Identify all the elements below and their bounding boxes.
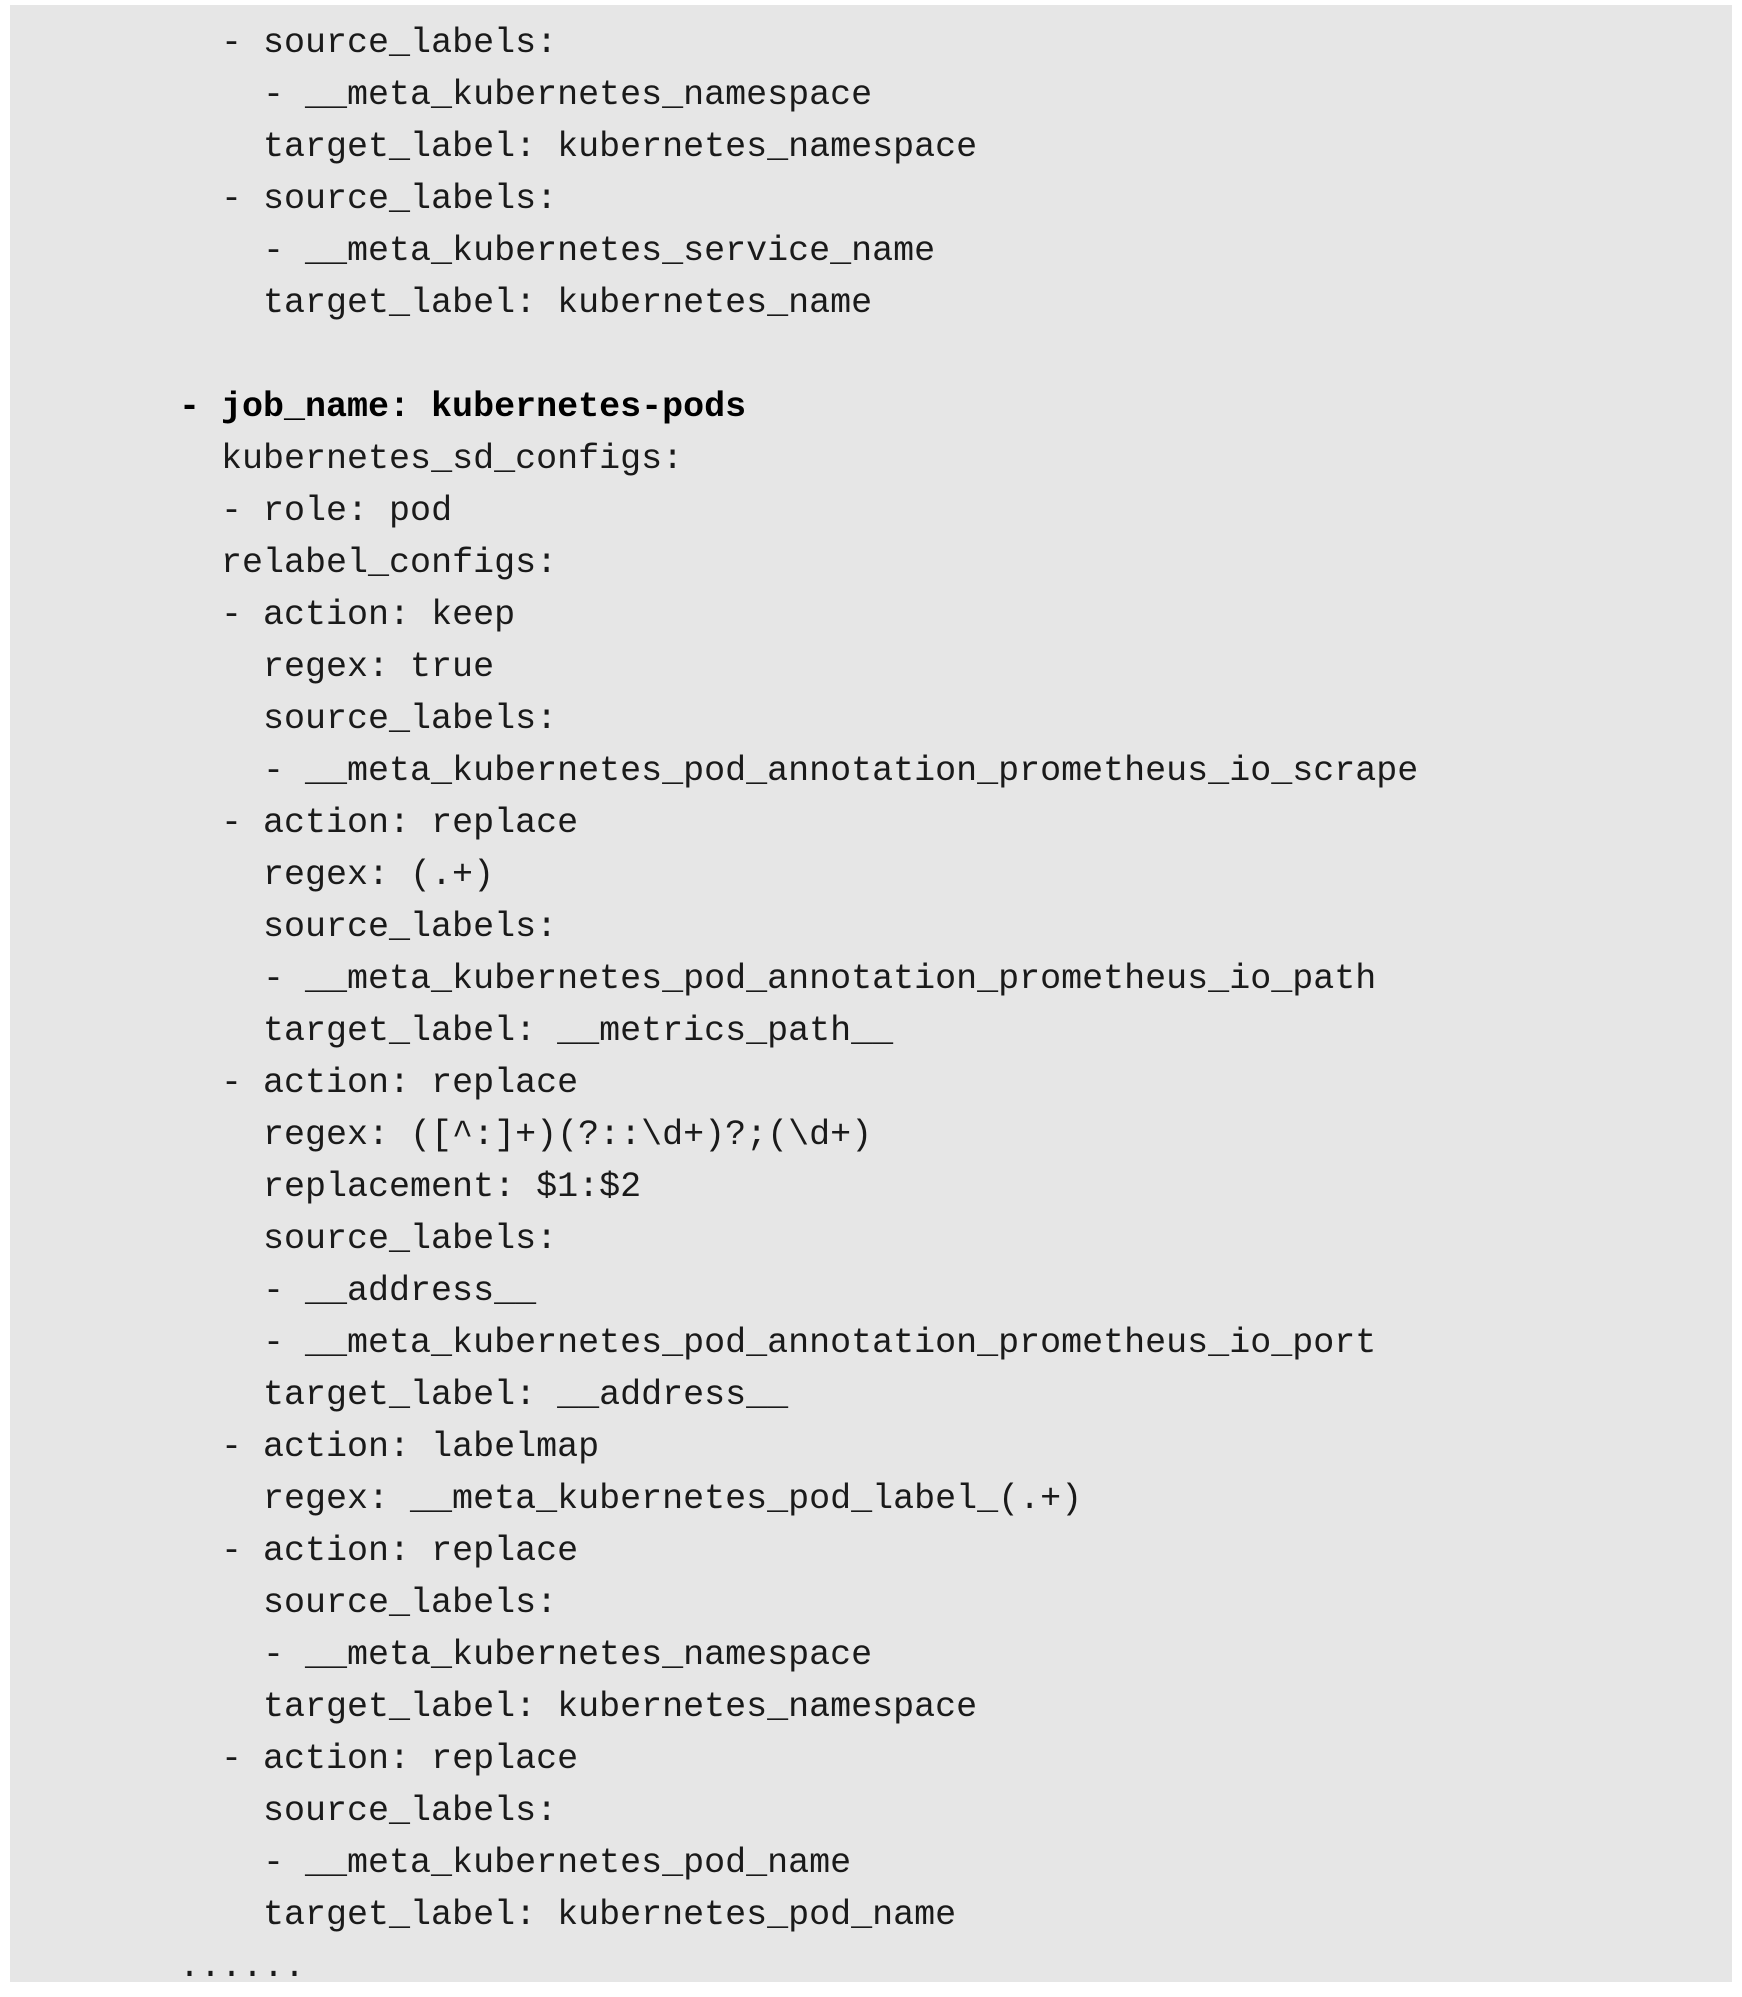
code-line: regex: ([^:]+)(?::\d+)?;(\d+): [263, 1115, 873, 1155]
code-line: - action: keep: [221, 595, 516, 635]
code-line: target_label: kubernetes_namespace: [263, 127, 978, 167]
code-line: source_labels:: [263, 1219, 558, 1259]
code-line: regex: __meta_kubernetes_pod_label_(.+): [263, 1479, 1083, 1519]
code-line: - action: replace: [221, 1531, 579, 1571]
code-line: - source_labels:: [221, 23, 558, 63]
code-line: - __meta_kubernetes_service_name: [263, 231, 936, 271]
code-line: source_labels:: [263, 907, 558, 947]
code-line: - __meta_kubernetes_pod_annotation_prometheus_io_path: [263, 959, 1377, 999]
code-line: ......: [179, 1947, 306, 1987]
code-line: kubernetes_sd_configs:: [221, 439, 684, 479]
code-line: relabel_configs:: [221, 543, 558, 583]
code-line: - action: replace: [221, 1739, 579, 1779]
code-line: - action: replace: [221, 803, 579, 843]
code-line: - __meta_kubernetes_namespace: [263, 1635, 873, 1675]
code-line: - action: replace: [221, 1063, 579, 1103]
code-line: - source_labels:: [221, 179, 558, 219]
code-line: source_labels:: [263, 699, 558, 739]
code-line: [10, 329, 1732, 381]
code-line: target_label: kubernetes_name: [263, 283, 873, 323]
code-line: replacement: $1:$2: [263, 1167, 642, 1207]
code-line: regex: (.+): [263, 855, 495, 895]
code-line: source_labels:: [263, 1583, 558, 1623]
code-block: [10, 5, 1732, 1987]
code-line: - __meta_kubernetes_pod_name: [263, 1843, 852, 1883]
code-line: - __meta_kubernetes_pod_annotation_prometheus_io_port: [263, 1323, 1377, 1363]
code-line: - __meta_kubernetes_namespace: [263, 75, 873, 115]
code-line-job-name: - job_name: kubernetes-pods: [179, 387, 747, 427]
code-line: source_labels:: [263, 1791, 558, 1831]
code-line: - __address__: [263, 1271, 537, 1311]
code-line: - action: labelmap: [221, 1427, 600, 1467]
code-line: regex: true: [263, 647, 495, 687]
code-line: target_label: __address__: [263, 1375, 789, 1415]
code-line: target_label: kubernetes_namespace: [263, 1687, 978, 1727]
code-line: target_label: __metrics_path__: [263, 1011, 894, 1051]
code-line: - role: pod: [221, 491, 453, 531]
code-line: target_label: kubernetes_pod_name: [263, 1895, 957, 1935]
code-line: - __meta_kubernetes_pod_annotation_prometheus_io_scrape: [263, 751, 1419, 791]
